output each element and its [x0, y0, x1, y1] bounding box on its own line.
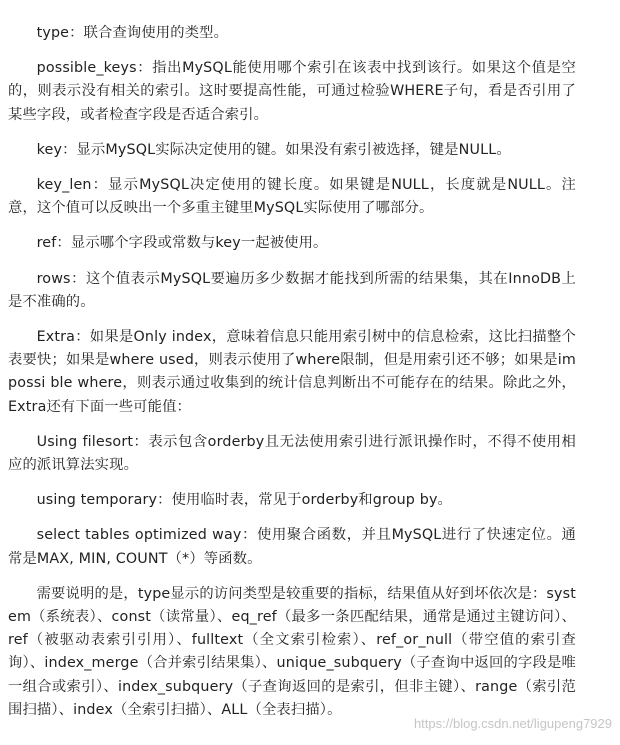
paragraph-select-tables-optimized: select tables optimized way：使用聚合函数，并且MySQL进行了快速定位。通常是MAX, MIN, COUNT（*）等函数。 [8, 527, 576, 567]
paragraph-possible-keys: possible_keys：指出MySQL能使用哪个索引在该表中找到该行。如果这个值是空的，则表示没有相关的索引。这时要提高性能，可通过检验WHERE子句，看是否引用了某些字段，或者检查字段是否适合索引。 [8, 60, 576, 123]
paragraph-type-summary: 需要说明的是，type显示的访问类型是较重要的指标，结果值从好到坏依次是：system（系统表）、const（读常量）、eq_ref（最多一条匹配结果，通常是通过主键访问）、ref（被驱动表索引引用）、fulltext（全文索引检索）、ref_or_null（带空值的索引查询）、index_merge（合并索引结果集）、unique_subquery（子查询中返回的字段是唯一组合或索引）、index_subquery（子查询返回的是索引，但非主键）、range（索引范围扫描）、index（全索引扫描）、ALL（全表扫描）。 [8, 585, 576, 718]
paragraph-type: type：联合查询使用的类型。 [36, 25, 229, 41]
document-body [8, 22, 576, 734]
paragraph-key-len: key_len：显示MySQL决定使用的键长度。如果键是NULL，长度就是NULL。注意，这个值可以反映出一个多重主键里MySQL实际使用了哪部分。 [8, 177, 576, 217]
paragraph-key: key：显示MySQL实际决定使用的键。如果没有索引被选择，键是NULL。 [36, 141, 511, 158]
paragraph-extra: Extra：如果是Only index，意味着信息只能用索引树中的信息检索，这比扫描整个表要快；如果是where used，则表示使用了where限制，但是用索引还不够；如果是impossi ble where，则表示通过收集到的统计信息判断出不可能存在的结果。除此之外，Extra还有下面一些可能值： [8, 329, 576, 415]
paragraph-rows: rows：这个值表示MySQL要遍历多少数据才能找到所需的结果集，其在InnoDB上是不准确的。 [8, 270, 576, 310]
paragraph-ref: ref：显示哪个字段或常数与key一起被使用。 [36, 235, 328, 252]
watermark: https://blog.csdn.net/ligupeng7929 [413, 716, 612, 731]
paragraph-using-temporary: using temporary：使用临时表，常见于orderby和group by。 [36, 492, 453, 509]
paragraph-using-filesort: Using filesort：表示包含orderby且无法使用索引进行派讯操作时，不得不使用相应的派讯算法实现。 [8, 433, 576, 474]
